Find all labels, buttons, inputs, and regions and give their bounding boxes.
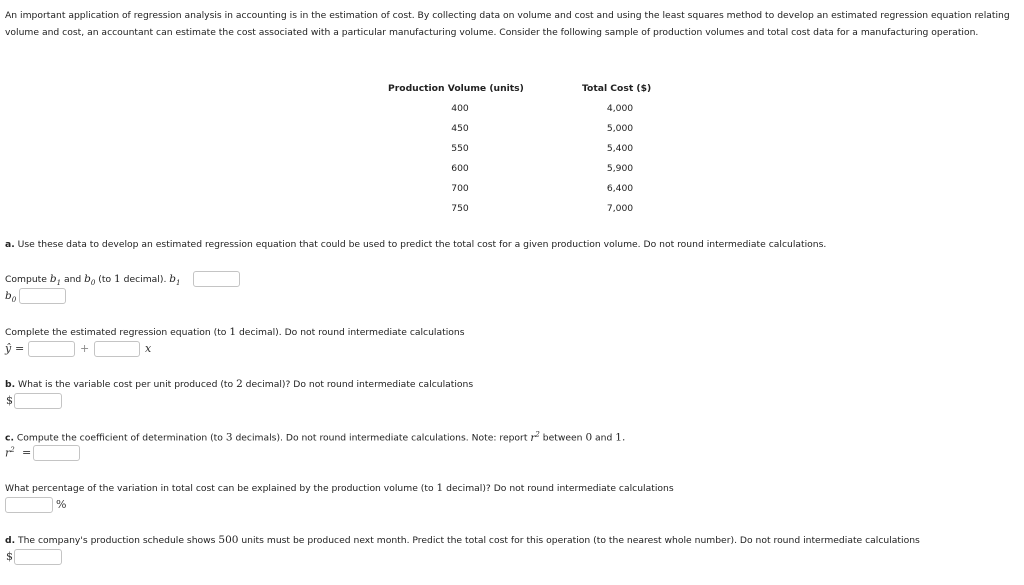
dollar-sign-d: $	[6, 550, 13, 563]
and-label-c: and	[595, 432, 613, 444]
complete-num: 1	[229, 326, 237, 338]
yhat-symbol: ŷ	[5, 342, 12, 355]
dollar-sign: $	[6, 394, 13, 407]
between-label: between	[542, 432, 583, 444]
part-c-text-pre: Compute the coefficient of determination (to	[16, 432, 223, 444]
r2-symbol	[530, 432, 540, 444]
complete-equation-prompt	[5, 326, 465, 338]
total-cost-prediction-input[interactable]	[14, 549, 62, 565]
complete-pre: Complete the estimated regression equation (to	[5, 327, 227, 338]
part-b-num: 2	[236, 378, 243, 390]
table-cell-cost: 7,000	[606, 203, 634, 214]
r2-label-letter: r	[5, 446, 11, 460]
one-num: 1.	[615, 431, 626, 444]
table-cell-cost: 5,400	[606, 143, 634, 154]
part-c-letter: c.	[5, 432, 14, 444]
b0-subscript: 0	[90, 279, 96, 288]
x-variable: x	[145, 342, 152, 355]
part-d-text-post: units must be produced next month. Predict the total cost for this operation (to the nearest whole number). Do not round intermediate calculations	[241, 535, 920, 546]
header-production-volume: Production Volume (units)	[388, 83, 524, 94]
percent-sign: %	[56, 498, 67, 511]
r-squared-input[interactable]	[33, 445, 80, 461]
b0-label-letter: b	[5, 290, 12, 302]
table-cell-cost: 5,000	[606, 123, 634, 134]
part-d-text-pre: The company's production schedule shows	[18, 535, 216, 546]
zero-num: 0	[585, 431, 593, 444]
b1-label-subscript: 1	[176, 279, 181, 288]
equals-sign: =	[15, 342, 25, 355]
decimal-pre: (to	[98, 274, 112, 285]
table-cell-cost: 4,000	[606, 103, 634, 114]
r2-label-sup: 2	[10, 446, 15, 454]
table-cell-cost: 6,400	[606, 183, 634, 194]
b1-symbol	[49, 273, 62, 288]
pct-post: decimal)? Do not round intermediate calculations	[446, 483, 674, 494]
b1-label-letter: b	[169, 273, 177, 285]
slope-input[interactable]	[94, 341, 140, 357]
compute-b1-b0-line	[5, 273, 181, 287]
and-label: and	[63, 274, 82, 285]
part-b-letter: b.	[5, 379, 16, 390]
complete-post: decimal). Do not round intermediate calculations	[238, 327, 465, 338]
part-c-prompt	[5, 430, 625, 444]
b1-subscript: 1	[56, 279, 62, 288]
part-d-units: 500	[218, 534, 239, 546]
part-c-num: 3	[225, 431, 233, 444]
plus-sign: +	[80, 342, 90, 355]
r-superscript: 2	[535, 430, 540, 438]
b0-label-subscript: 0	[11, 296, 17, 305]
part-b-prompt	[5, 378, 473, 390]
part-a-letter: a.	[5, 239, 15, 250]
part-b-text-pre: What is the variable cost per unit produced (to	[18, 379, 234, 390]
part-a-prompt	[5, 239, 826, 250]
intro-paragraph: An important application of regression analysis in accounting is in the estimation of cost. By collecting data on volume and cost and using the least squares method to develop an estimated regression equation relating volume and cost, an accountant can estimate the cost associated with a particular manufacturing volume. Consider the following sample of production volumes and total cost data for a manufacturing operation.	[5, 10, 1010, 38]
table-cell-volume: 750	[451, 203, 469, 214]
part-d-letter: d.	[5, 535, 16, 546]
decimal-post: decimal).	[123, 274, 167, 285]
table-cell-volume: 450	[451, 123, 469, 134]
r-letter: r	[530, 431, 536, 444]
percentage-input[interactable]	[5, 497, 53, 513]
b0-label	[5, 290, 16, 304]
part-b-text-post: decimal)? Do not round intermediate calculations	[245, 379, 474, 390]
variable-cost-input[interactable]	[14, 393, 62, 409]
compute-label: Compute	[5, 274, 47, 285]
table-cell-cost: 5,900	[606, 163, 634, 174]
b0-symbol	[84, 273, 96, 288]
b0-letter: b	[84, 273, 91, 285]
b1-letter: b	[49, 273, 57, 285]
pct-num: 1	[436, 482, 444, 494]
header-total-cost: Total Cost ($)	[582, 83, 652, 94]
part-a-text: Use these data to develop an estimated regression equation that could be used to predict the total cost for a given production volume. Do not round intermediate calculations.	[17, 239, 827, 250]
r2-equals-sign: =	[22, 446, 32, 459]
b1-input[interactable]	[193, 271, 240, 287]
r2-label	[5, 446, 15, 460]
part-c-text-mid: decimals). Do not round intermediate calculations. Note: report	[235, 432, 528, 444]
b1-label	[169, 273, 181, 288]
percentage-prompt	[5, 482, 674, 494]
part-d-prompt	[5, 534, 920, 546]
b0-input[interactable]	[19, 288, 66, 304]
table-cell-volume: 550	[451, 143, 469, 154]
table-cell-volume: 700	[451, 183, 469, 194]
pct-pre: What percentage of the variation in total cost can be explained by the production volume (to	[5, 483, 434, 494]
decimal-num: 1	[114, 273, 121, 285]
table-cell-volume: 600	[451, 163, 469, 174]
intercept-input[interactable]	[28, 341, 75, 357]
table-cell-volume: 400	[451, 103, 469, 114]
